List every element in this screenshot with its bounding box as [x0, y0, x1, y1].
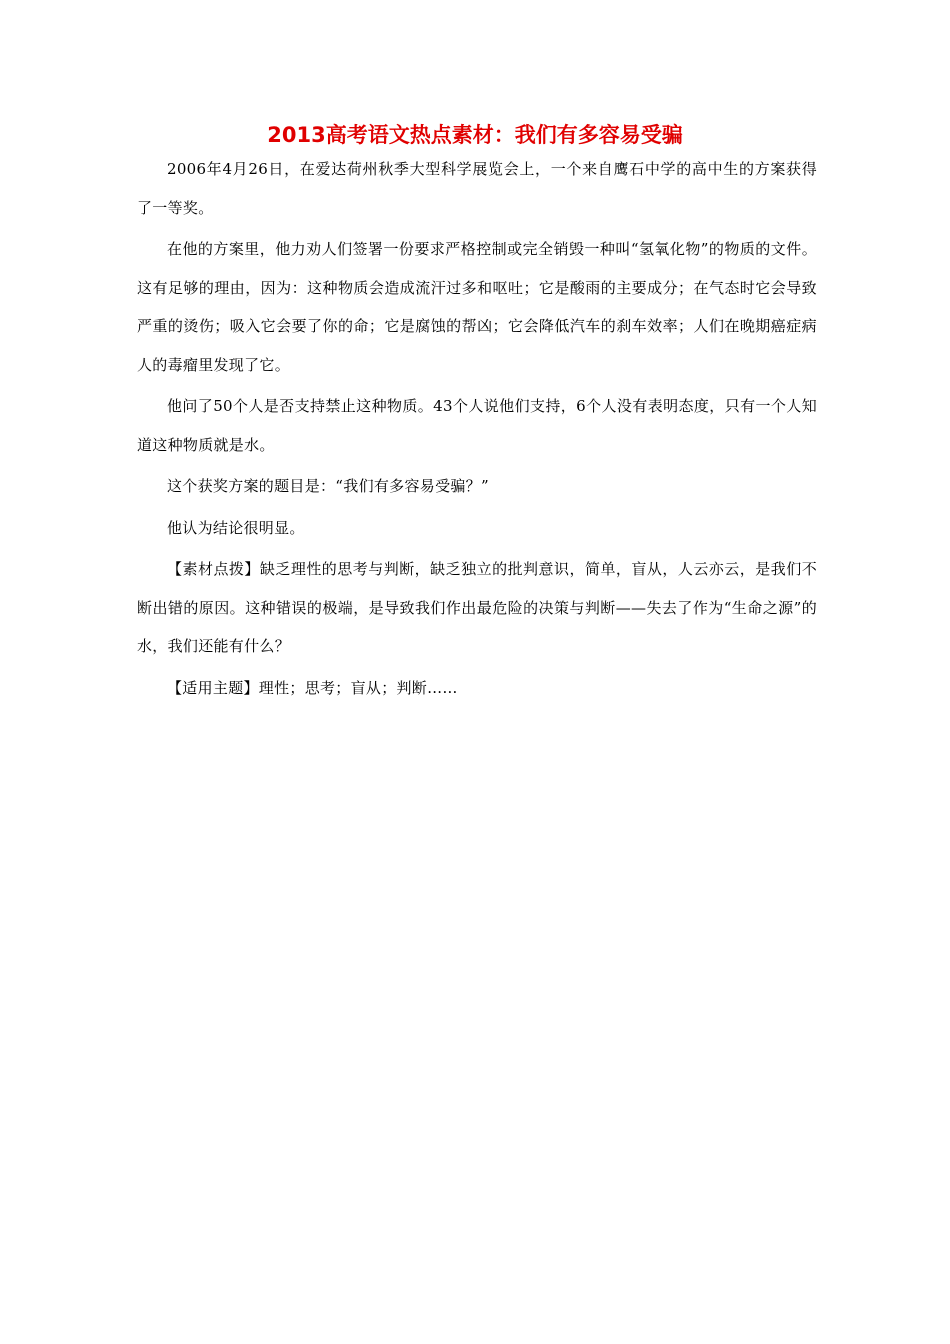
paragraph-survey: 他问了50个人是否支持禁止这种物质。43个人说他们支持，6个人没有表明态度，只有一个人知道这种物质就是水。: [137, 397, 817, 454]
document-title: 2013高考语文热点素材：我们有多容易受骗: [267, 123, 683, 147]
paragraph-themes: 【适用主题】理性；思考；盲从；判断……: [167, 678, 458, 697]
paragraph-commentary: 【素材点拨】缺乏理性的思考与判断，缺乏独立的批判意识，简单，盲从，人云亦云，是我们不断出错的原因。这种错误的极端，是导致我们作出最危险的决策与判断——失去了作为“生命之源”的水，我们还能有什么？: [137, 560, 817, 655]
paragraph-intro: 2006年4月26日，在爱达荷州秋季大型科学展览会上，一个来自鹰石中学的高中生的方案获得了一等奖。: [137, 160, 817, 217]
paragraph-proposal: 在他的方案里，他力劝人们签署一份要求严格控制或完全销毁一种叫“氢氧化物”的物质的文件。这有足够的理由，因为：这种物质会造成流汗过多和呕吐；它是酸雨的主要成分；在气态时它会导致严重的烫伤；吸入它会要了你的命；它是腐蚀的帮凶；它会降低汽车的刹车效率；人们在晚期癌症病人的毒瘤里发现了它。: [137, 240, 817, 374]
paragraph-conclusion: 他认为结论很明显。: [167, 518, 305, 537]
document-body: [137, 150, 817, 710]
paragraph-project-title: 这个获奖方案的题目是：“我们有多容易受骗？”: [167, 477, 489, 495]
